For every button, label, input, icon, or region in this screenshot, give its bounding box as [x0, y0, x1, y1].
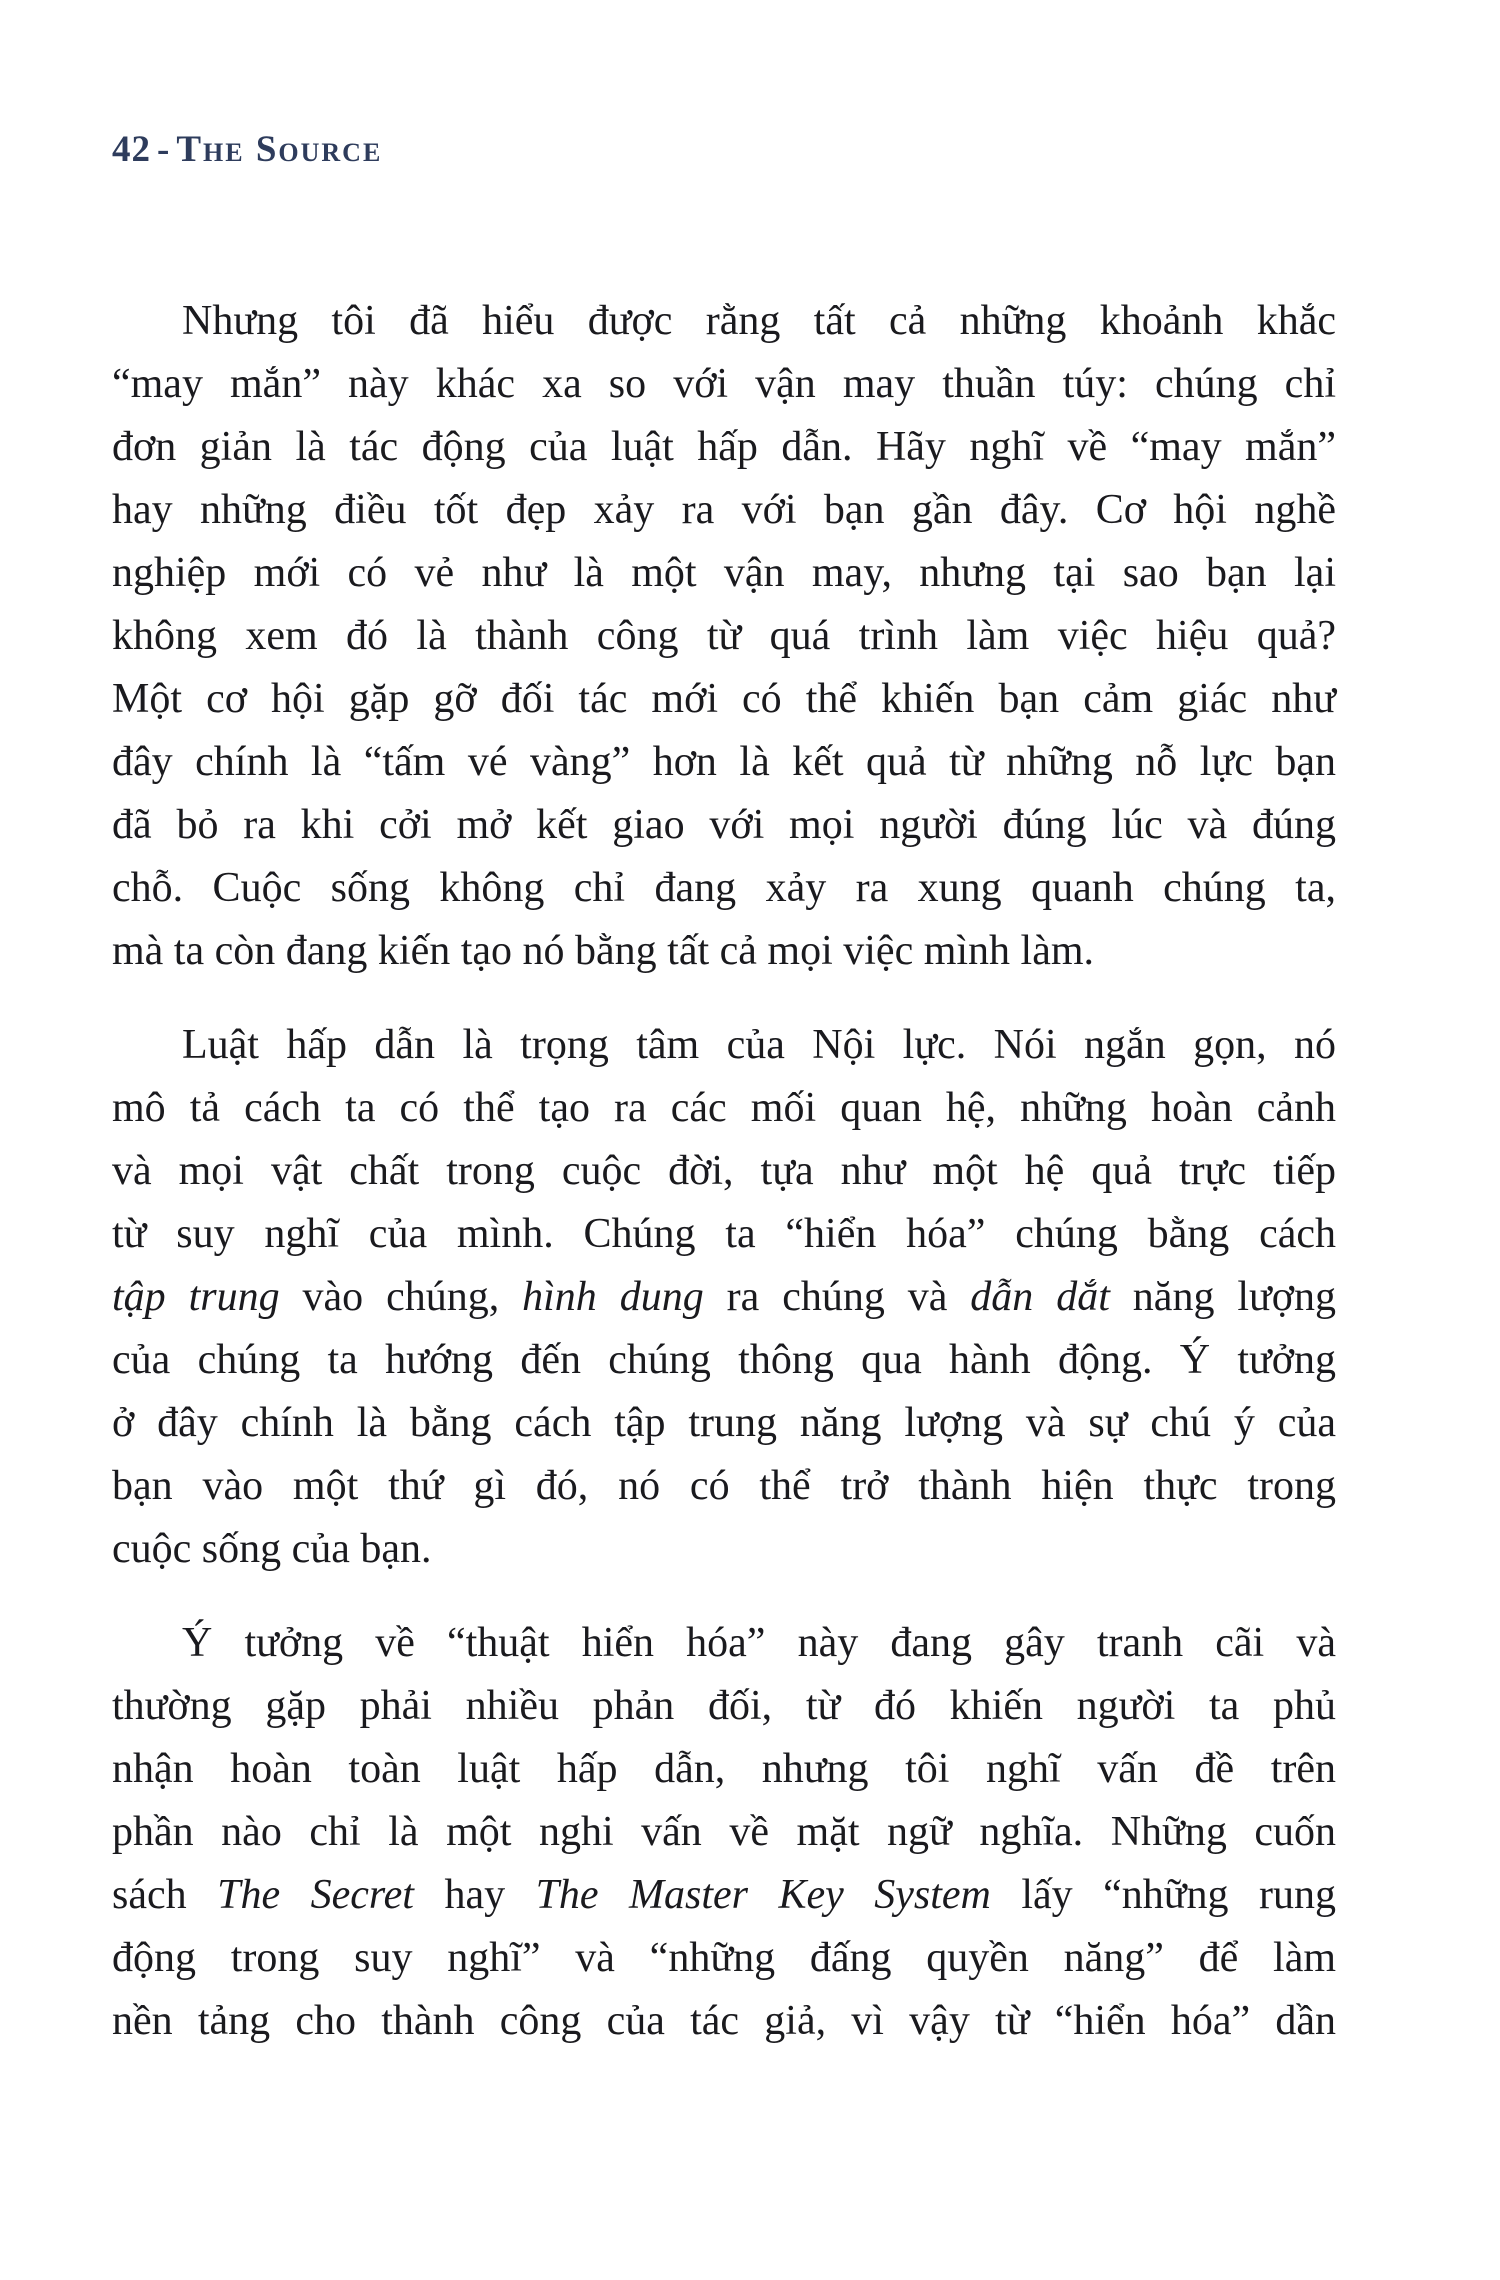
text-segment: Luật hấp dẫn là trọng tâm của Nội lực. Nói ngắn gọn, nó — [182, 1022, 1336, 1068]
text-line — [112, 353, 1336, 416]
paragraph — [112, 1014, 1336, 1581]
text-segment: không xem đó là thành công từ quá trình làm việc hiệu quả? — [112, 613, 1336, 659]
book-title: The Source — [176, 129, 383, 170]
page-body — [112, 290, 1336, 2053]
text-line — [112, 416, 1336, 479]
text-line — [112, 1518, 1336, 1581]
text-line — [112, 1077, 1336, 1140]
italic-text-segment: hình dung — [522, 1274, 704, 1320]
text-segment: cuộc sống của bạn. — [112, 1526, 432, 1572]
text-line — [112, 1266, 1336, 1329]
italic-text-segment: tập trung — [112, 1274, 280, 1320]
text-segment: ra chúng và — [703, 1274, 971, 1320]
text-segment: nền tảng cho thành công của tác giả, vì vậy từ “hiển hóa” dần — [112, 1998, 1336, 2044]
text-line — [112, 1801, 1336, 1864]
text-line — [112, 1392, 1336, 1455]
text-line — [112, 1612, 1336, 1675]
text-segment: nghiệp mới có vẻ như là một vận may, nhưng tại sao bạn lại — [112, 550, 1336, 596]
text-segment: mà ta còn đang kiến tạo nó bằng tất cả mọi việc mình làm. — [112, 928, 1095, 974]
text-line — [112, 794, 1336, 857]
text-segment: chỗ. Cuộc sống không chỉ đang xảy ra xung quanh chúng ta, — [112, 865, 1336, 911]
text-line — [112, 1455, 1336, 1518]
text-line — [112, 542, 1336, 605]
paragraph — [112, 1612, 1336, 2053]
text-line — [112, 1203, 1336, 1266]
text-line — [112, 920, 1336, 983]
text-segment: hay những điều tốt đẹp xảy ra với bạn gần đây. Cơ hội nghề — [112, 487, 1336, 533]
page-header — [112, 128, 382, 171]
text-line — [112, 290, 1336, 353]
text-segment: từ suy nghĩ của mình. Chúng ta “hiển hóa” chúng bằng cách — [112, 1211, 1336, 1257]
italic-text-segment: The Secret — [217, 1872, 414, 1918]
text-line — [112, 857, 1336, 920]
text-segment: năng lượng — [1109, 1274, 1337, 1320]
text-segment: Ý tưởng về “thuật hiển hóa” này đang gây tranh cãi và — [182, 1620, 1336, 1666]
paragraph — [112, 290, 1336, 983]
text-line — [112, 1329, 1336, 1392]
text-segment: đây chính là “tấm vé vàng” hơn là kết quả từ những nỗ lực bạn — [112, 739, 1336, 785]
text-segment: hay — [413, 1872, 536, 1918]
text-line — [112, 1927, 1336, 1990]
text-segment: và mọi vật chất trong cuộc đời, tựa như một hệ quả trực tiếp — [112, 1148, 1336, 1194]
text-segment: nhận hoàn toàn luật hấp dẫn, nhưng tôi nghĩ vấn đề trên — [112, 1746, 1336, 1792]
text-segment: Nhưng tôi đã hiểu được rằng tất cả những khoảnh khắc — [182, 298, 1336, 344]
text-line — [112, 1990, 1336, 2053]
text-line — [112, 1864, 1336, 1927]
text-line — [112, 1675, 1336, 1738]
text-segment: mô tả cách ta có thể tạo ra các mối quan hệ, những hoàn cảnh — [112, 1085, 1336, 1131]
header-separator: - — [157, 129, 171, 170]
text-line — [112, 479, 1336, 542]
text-segment: vào chúng, — [279, 1274, 523, 1320]
italic-text-segment: dẫn dắt — [970, 1274, 1110, 1320]
text-segment: “may mắn” này khác xa so với vận may thuần túy: chúng chỉ — [112, 361, 1336, 407]
text-segment: lấy “những rung — [990, 1872, 1336, 1918]
page-number: 42 — [112, 129, 151, 170]
text-segment: ở đây chính là bằng cách tập trung năng lượng và sự chú ý của — [112, 1400, 1336, 1446]
text-segment: động trong suy nghĩ” và “những đấng quyền năng” để làm — [112, 1935, 1336, 1981]
text-segment: Một cơ hội gặp gỡ đối tác mới có thể khiến bạn cảm giác như — [112, 676, 1336, 722]
text-segment: phần nào chỉ là một nghi vấn về mặt ngữ nghĩa. Những cuốn — [112, 1809, 1336, 1855]
text-segment: sách — [112, 1872, 218, 1918]
text-line — [112, 1738, 1336, 1801]
italic-text-segment: The Master Key System — [535, 1872, 991, 1918]
text-segment: thường gặp phải nhiều phản đối, từ đó khiến người ta phủ — [112, 1683, 1336, 1729]
text-segment: của chúng ta hướng đến chúng thông qua hành động. Ý tưởng — [112, 1337, 1336, 1383]
text-line — [112, 1014, 1336, 1077]
text-segment: đơn giản là tác động của luật hấp dẫn. Hãy nghĩ về “may mắn” — [112, 424, 1336, 470]
text-segment: đã bỏ ra khi cởi mở kết giao với mọi người đúng lúc và đúng — [112, 802, 1336, 848]
text-line — [112, 668, 1336, 731]
text-line — [112, 605, 1336, 668]
text-line — [112, 1140, 1336, 1203]
text-segment: bạn vào một thứ gì đó, nó có thể trở thành hiện thực trong — [112, 1463, 1336, 1509]
text-line — [112, 731, 1336, 794]
